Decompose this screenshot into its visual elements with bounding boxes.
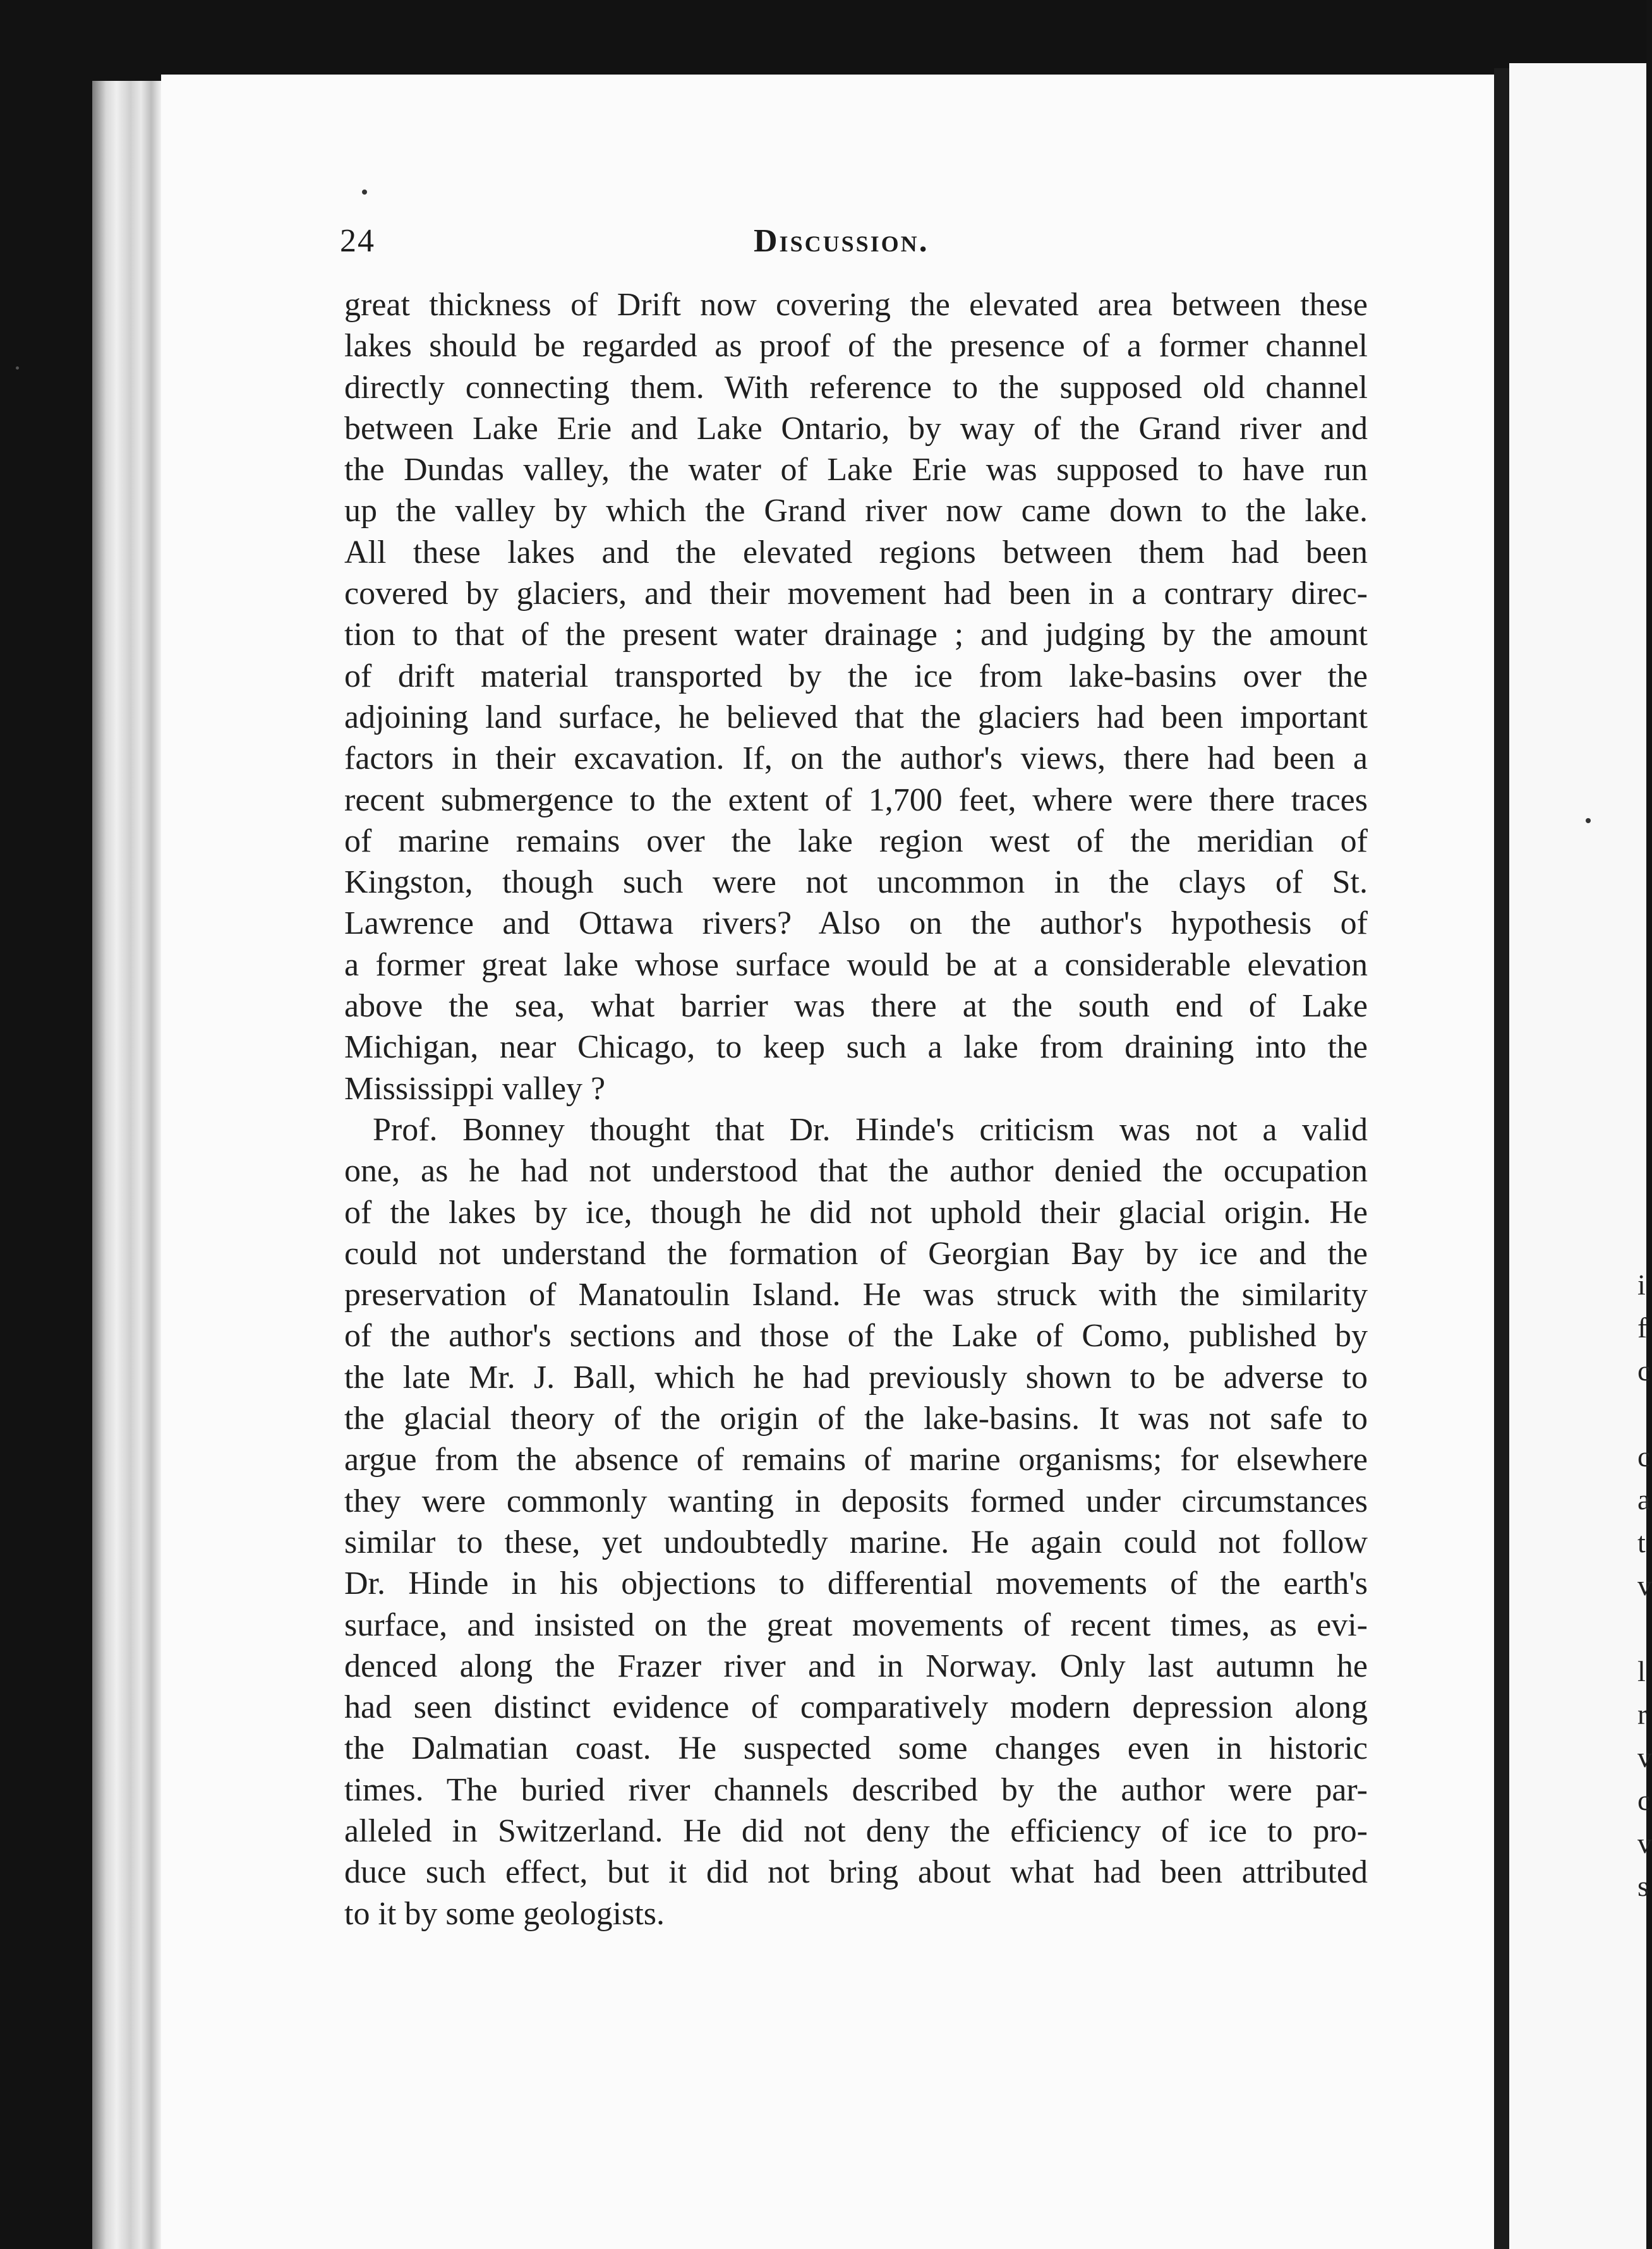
text-line: All these lakes and the elevated regions between them had been <box>344 534 1368 570</box>
text-line: they were commonly wanting in deposits formed under circumstances <box>344 1483 1368 1519</box>
text-line: surface, and insisted on the great movements of recent times, as evi- <box>344 1607 1368 1643</box>
text-line: great thickness of Drift now covering the elevated area between these <box>344 287 1368 323</box>
page-number: 24 <box>340 223 375 259</box>
text-line: the Dundas valley, the water of Lake Erie was supposed to have run <box>344 452 1368 488</box>
speck-mark <box>1586 818 1591 823</box>
text-line: of marine remains over the lake region west of the meridian of <box>344 823 1368 859</box>
text-line: of the lakes by ice, though he did not uphold their glacial origin. He <box>344 1194 1368 1231</box>
adjacent-page-text: i f c c a t v l r v c v s <box>1637 1269 1652 1902</box>
speck-mark <box>16 366 19 370</box>
text-line: Dr. Hinde in his objections to differential movements of the earth's <box>344 1565 1368 1602</box>
text-line: Mississippi valley ? <box>344 1070 606 1107</box>
body-text <box>344 284 1368 1934</box>
text-line: above the sea, what barrier was there at the south end of Lake <box>344 988 1368 1025</box>
page-header <box>340 222 1370 273</box>
text-line: similar to these, yet undoubtedly marine. He again could not follow <box>344 1524 1368 1560</box>
book-gutter <box>1494 68 1509 2249</box>
text-line: one, as he had not understood that the author denied the occupation <box>344 1153 1368 1190</box>
text-line: denced along the Frazer river and in Norway. Only last autumn he <box>344 1648 1368 1684</box>
text-line: the glacial theory of the origin of the lake-basins. It was not safe to <box>344 1401 1368 1437</box>
text-line: duce such effect, but it did not bring about what had been attributed <box>344 1854 1368 1891</box>
text-line: adjoining land surface, he believed that the glaciers had been important <box>344 699 1368 735</box>
text-line: of drift material transported by the ice from lake-basins over the <box>344 658 1368 694</box>
text-line: directly connecting them. With reference to the supposed old channel <box>344 369 1368 406</box>
text-line: preservation of Manatoulin Island. He was struck with the similarity <box>344 1277 1368 1313</box>
text-line: argue from the absence of remains of marine organisms; for elsewhere <box>344 1442 1368 1478</box>
text-line: recent submergence to the extent of 1,700 feet, where were there traces <box>344 781 1368 818</box>
text-line: to it by some geologists. <box>344 1895 665 1932</box>
adjacent-page <box>1509 63 1652 2249</box>
text-line: the Dalmatian coast. He suspected some changes even in historic <box>344 1730 1368 1767</box>
text-line: Lawrence and Ottawa rivers? Also on the author's hypothesis of <box>344 905 1368 942</box>
text-line: covered by glaciers, and their movement had been in a contrary direc- <box>344 576 1368 612</box>
text-line: lakes should be regarded as proof of the presence of a former channel <box>344 328 1368 365</box>
text-line: up the valley by which the Grand river now came down to the lake. <box>344 493 1368 529</box>
page-stack-edge <box>92 81 162 2249</box>
text-line: Prof. Bonney thought that Dr. Hinde's criticism was not a valid <box>373 1111 1368 1148</box>
running-head: Discussion. <box>754 223 929 259</box>
text-line: could not understand the formation of Georgian Bay by ice and the <box>344 1235 1368 1272</box>
text-line: factors in their excavation. If, on the author's views, there had been a <box>344 740 1368 777</box>
text-line: times. The buried river channels described by the author were par- <box>344 1771 1368 1808</box>
text-line: alleled in Switzerland. He did not deny the efficiency of ice to pro- <box>344 1812 1368 1849</box>
text-line: the late Mr. J. Ball, which he had previously shown to be adverse to <box>344 1359 1368 1396</box>
text-line: Kingston, though such were not uncommon in the clays of St. <box>344 864 1368 901</box>
speck-mark <box>362 190 367 195</box>
paragraph-2 <box>344 1109 1368 1934</box>
text-line: had seen distinct evidence of comparatively modern depression along <box>344 1689 1368 1726</box>
text-line: tion to that of the present water drainage ; and judging by the amount <box>344 617 1368 653</box>
text-line: Michigan, near Chicago, to keep such a lake from draining into the <box>344 1029 1368 1066</box>
text-line: of the author's sections and those of the Lake of Como, published by <box>344 1318 1368 1354</box>
paragraph-1 <box>344 284 1368 1109</box>
text-line: a former great lake whose surface would be at a considerable elevation <box>344 946 1368 983</box>
text-line: between Lake Erie and Lake Ontario, by way of the Grand river and <box>344 410 1368 447</box>
